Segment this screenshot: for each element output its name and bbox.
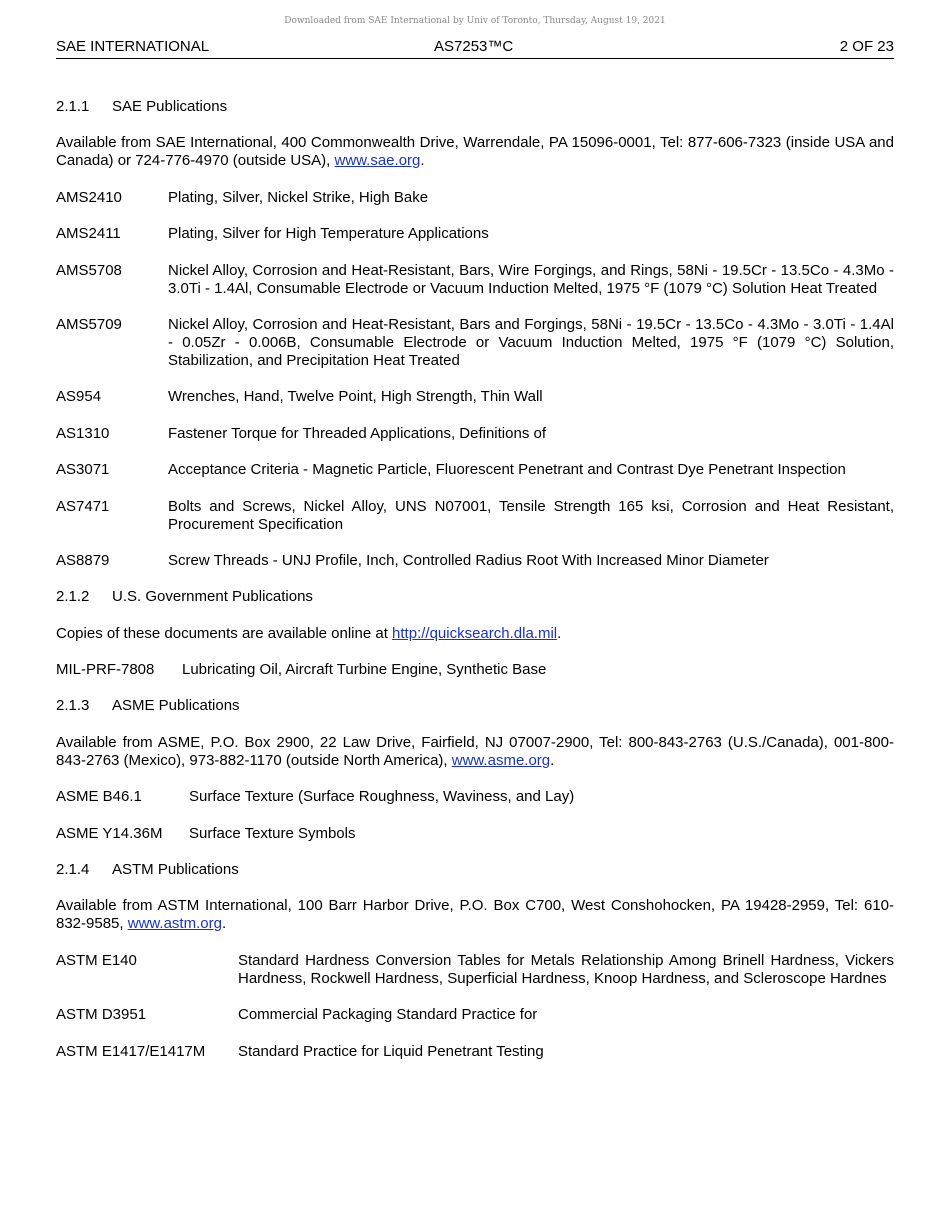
doc-title: Wrenches, Hand, Twelve Point, High Strength, Thin Wall	[168, 388, 543, 406]
reference-item	[56, 498, 894, 534]
reference-item	[56, 1043, 894, 1061]
section-title: SAE Publications	[112, 98, 228, 115]
doc-code: ASTM E1417/E1417M	[56, 1042, 206, 1060]
doc-code: ASTM E140	[56, 951, 137, 969]
doc-code: AMS2410	[56, 188, 122, 206]
punctuation: .	[420, 152, 425, 170]
asme-availability	[56, 734, 894, 770]
section-number: 2.1.1	[56, 98, 90, 115]
sae-availability	[56, 134, 894, 170]
doc-code: AS1310	[56, 424, 110, 442]
reference-item	[56, 189, 894, 207]
section-title: ASTM Publications	[112, 861, 239, 879]
doc-code: AS8879	[56, 551, 110, 569]
reference-item	[56, 425, 894, 443]
reference-item	[56, 1006, 894, 1024]
doc-code: AMS5709	[56, 315, 122, 333]
reference-item	[56, 225, 894, 243]
download-watermark: Downloaded from SAE International by Univ of Toronto, Thursday, August 19, 2021	[284, 16, 666, 26]
reference-item	[56, 262, 894, 298]
doc-title: Surface Texture (Surface Roughness, Waviness, and Lay)	[189, 788, 575, 806]
reference-item	[56, 952, 894, 988]
section-number: 2.1.3	[56, 697, 90, 715]
availability-text: Available from ASTM International, 100 Barr Harbor Drive, P.O. Box C700, West Conshohocken, PA 19428-2959, Tel: 610-832-9585,	[56, 897, 894, 933]
doc-title: Acceptance Criteria - Magnetic Particle, Fluorescent Penetrant and Contrast Dye Penetrant Inspection	[168, 461, 846, 479]
doc-title: Surface Texture Symbols	[189, 824, 356, 842]
reference-item	[56, 388, 894, 406]
doc-code: AS7471	[56, 497, 110, 515]
astm-website-link[interactable]: www.astm.org	[127, 915, 222, 933]
section-heading-2-1-2	[56, 588, 894, 606]
availability-text: Available from SAE International, 400 Commonwealth Drive, Warrendale, PA 15096-0001, Tel: 877-606-7323 (inside USA and Canada) or 724-776-4970 (outside USA),	[56, 134, 894, 170]
reference-item	[56, 461, 894, 479]
sae-website-link[interactable]: www.sae.org	[334, 152, 421, 170]
punctuation: .	[550, 751, 555, 769]
quicksearch-link[interactable]: http://quicksearch.dla.mil	[392, 624, 558, 642]
section-title: ASME Publications	[112, 697, 240, 715]
dla-availability	[56, 625, 894, 643]
astm-availability	[56, 897, 894, 933]
section-number: 2.1.2	[56, 588, 90, 606]
punctuation: .	[557, 624, 562, 642]
reference-item	[56, 316, 894, 370]
reference-item	[56, 552, 894, 570]
page-header	[56, 38, 894, 59]
availability-text: Copies of these documents are available online at	[56, 624, 393, 642]
doc-title: Fastener Torque for Threaded Applications, Definitions of	[168, 424, 547, 442]
doc-title: Standard Hardness Conversion Tables for Metals Relationship Among Brinell Hardness, Vickers Hardness, Rockwell Hardness, Superficial Hardness, Knoop Hardness, and Scleroscope Hardnes	[238, 951, 894, 987]
section-heading-2-1-1	[56, 98, 894, 116]
availability-text: Available from ASME, P.O. Box 2900, 22 Law Drive, Fairfield, NJ 07007-2900, Tel: 800-843-2763 (U.S./Canada), 001-800-843-2763 (Mexico), 973-882-1170 (outside North America),	[56, 733, 894, 769]
doc-code: AS954	[56, 388, 102, 406]
doc-code: ASME Y14.36M	[56, 824, 163, 842]
section-heading-2-1-3	[56, 697, 894, 715]
punctuation: .	[221, 915, 227, 933]
section-title: U.S. Government Publications	[112, 588, 313, 606]
doc-title: Screw Threads - UNJ Profile, Inch, Controlled Radius Root With Increased Minor Diameter	[168, 551, 769, 569]
reference-item	[56, 661, 894, 679]
reference-item	[56, 825, 894, 843]
doc-code: AMS2411	[56, 225, 121, 243]
doc-code: AS3071	[56, 461, 110, 479]
doc-title: Commercial Packaging Standard Practice for	[238, 1006, 538, 1024]
doc-title: Nickel Alloy, Corrosion and Heat-Resistant, Bars and Forgings, 58Ni - 19.5Cr - 13.5Co - 4.3Mo - 3.0Ti - 1.4Al - 0.05Zr - 0.006B, Consumable Electrode or Vacuum Induction Melted, 1975 °F (1079 °C) Solution, Stabilization, and Precipitation Heat Treated	[168, 315, 894, 369]
header-page-number: 2 OF 23	[839, 38, 894, 55]
doc-code: MIL-PRF-7808	[56, 661, 155, 679]
doc-code: ASTM D3951	[56, 1006, 147, 1024]
document-body	[56, 98, 894, 1061]
doc-title: Plating, Silver for High Temperature Applications	[168, 225, 489, 243]
header-doc-number: AS7253™C	[434, 38, 514, 55]
doc-code: ASME B46.1	[56, 788, 142, 806]
doc-title: Lubricating Oil, Aircraft Turbine Engine, Synthetic Base	[182, 661, 547, 679]
asme-website-link[interactable]: www.asme.org	[451, 751, 551, 769]
section-heading-2-1-4	[56, 861, 894, 879]
header-org: SAE INTERNATIONAL	[56, 38, 210, 55]
reference-item	[56, 788, 894, 806]
doc-title: Standard Practice for Liquid Penetrant Testing	[238, 1042, 544, 1060]
doc-title: Nickel Alloy, Corrosion and Heat-Resistant, Bars, Wire Forgings, and Rings, 58Ni - 19.5Cr - 13.5Co - 4.3Mo - 3.0Ti - 1.4Al, Consumable Electrode or Vacuum Induction Melted, 1975 °F (1079 °C) Solution Heat Treated	[168, 261, 894, 297]
doc-code: AMS5708	[56, 261, 122, 279]
doc-title: Plating, Silver, Nickel Strike, High Bake	[168, 188, 429, 206]
doc-title: Bolts and Screws, Nickel Alloy, UNS N07001, Tensile Strength 165 ksi, Corrosion and Heat Resistant, Procurement Specification	[168, 497, 894, 533]
section-number: 2.1.4	[56, 861, 90, 879]
